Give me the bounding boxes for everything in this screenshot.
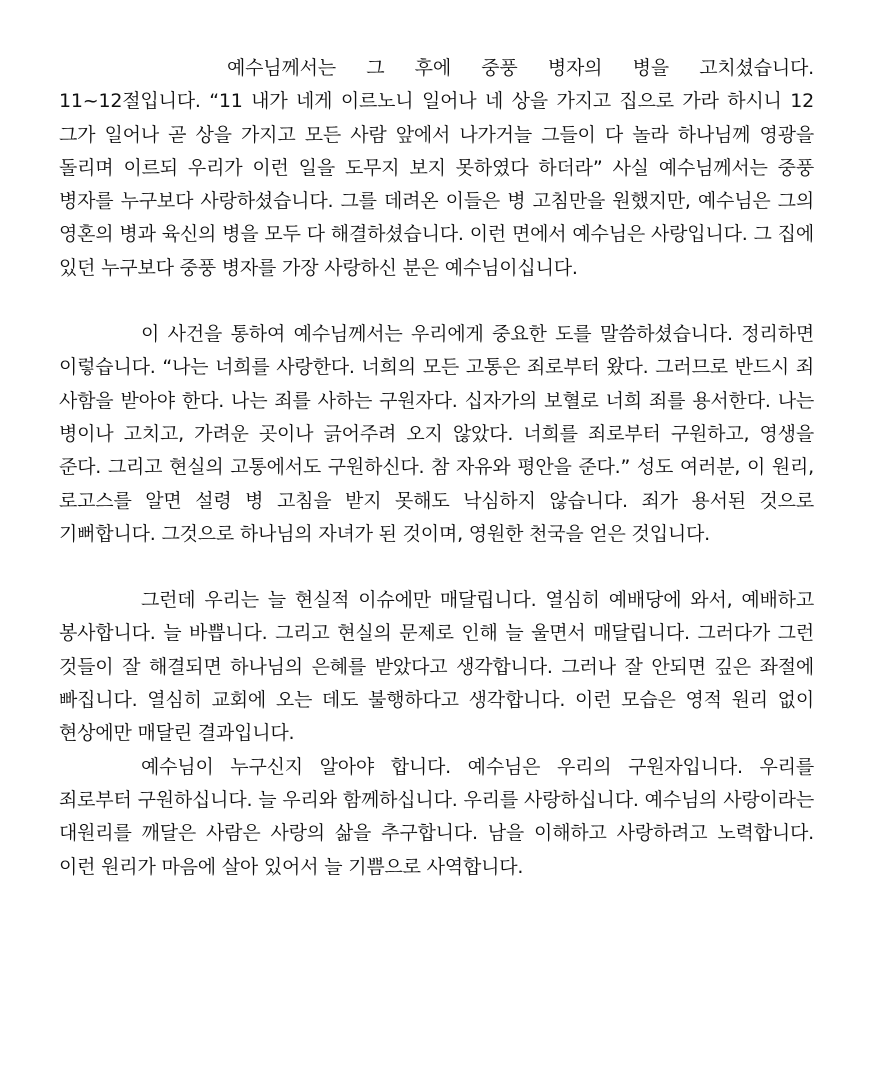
paragraph-spacer	[59, 551, 814, 584]
paragraph-teaching-summary: 이 사건을 통하여 예수님께서는 우리에게 중요한 도를 말씀하셨습니다. 정리하면 이렇습니다. “나는 너희를 사랑한다. 너희의 모든 고통은 죄로부터 왔다. 그러므로 반드시 죄 사함을 받아야 한다. 나는 죄를 사하는 구원자다. 십자가의 보혈로 너희 죄를 용서한다. 나는 병이나 고치고, 가려운 곳이나 긁어주려 오지 않았다. 너희를 죄로부터 구원하고, 영생을 준다. 그리고 현실의 고통에서도 구원하신다. 참 자유와 평안을 준다.” 성도 여러분, 이 원리, 로고스를 알면 설령 병 고침을 받지 못해도 낙심하지 않습니다. 죄가 용서된 것으로 기뻐합니다. 그것으로 하나님의 자녀가 된 것이며, 영원한 천국을 얻은 것입니다.	[59, 323, 814, 545]
paragraph-knowing-jesus: 예수님이 누구신지 알아야 합니다. 예수님은 우리의 구원자입니다. 우리를 죄로부터 구원하십니다. 늘 우리와 함께하십니다. 우리를 사랑하십니다. 예수님의 사랑이라는 대원리를 깨달은 사람은 사랑의 삶을 추구합니다. 남을 이해하고 사랑하려고 노력합니다. 이런 원리가 마음에 살아 있어서 늘 기쁨으로 사역합니다.	[59, 755, 814, 878]
paragraph-healing-paralytic: 예수님께서는 그 후에 중풍 병자의 병을 고치셨습니다. 11~12절입니다. “11 내가 네게 이르노니 일어나 네 상을 가지고 집으로 가라 하시니 12 그가 일어나 곧 상을 가지고 모든 사람 앞에서 나가거늘 그들이 다 놀라 하나님께 영광을 돌리며 이르되 우리가 이런 일을 도무지 보지 못하였다 하더라” 사실 예수님께서는 중풍 병자를 누구보다 사랑하셨습니다. 그를 데려온 이들은 병 고침만을 원했지만, 예수님은 그의 영혼의 병과 육신의 병을 모두 다 해결하셨습니다. 이런 면에서 예수님은 사랑입니다. 그 집에 있던 누구보다 중풍 병자를 가장 사랑하신 분은 예수님이십니다.	[59, 57, 814, 279]
document-page	[59, 52, 814, 884]
paragraph-spacer	[59, 285, 814, 318]
paragraph-reality-issues: 그런데 우리는 늘 현실적 이슈에만 매달립니다. 열심히 예배당에 와서, 예배하고 봉사합니다. 늘 바쁩니다. 그리고 현실의 문제로 인해 늘 울면서 매달립니다. 그러다가 그런 것들이 잘 해결되면 하나님의 은혜를 받았다고 생각합니다. 그러나 잘 안되면 깊은 좌절에 빠집니다. 열심히 교회에 오는 데도 불행하다고 생각합니다. 이런 모습은 영적 원리 없이 현상에만 매달린 결과입니다.	[59, 589, 814, 745]
